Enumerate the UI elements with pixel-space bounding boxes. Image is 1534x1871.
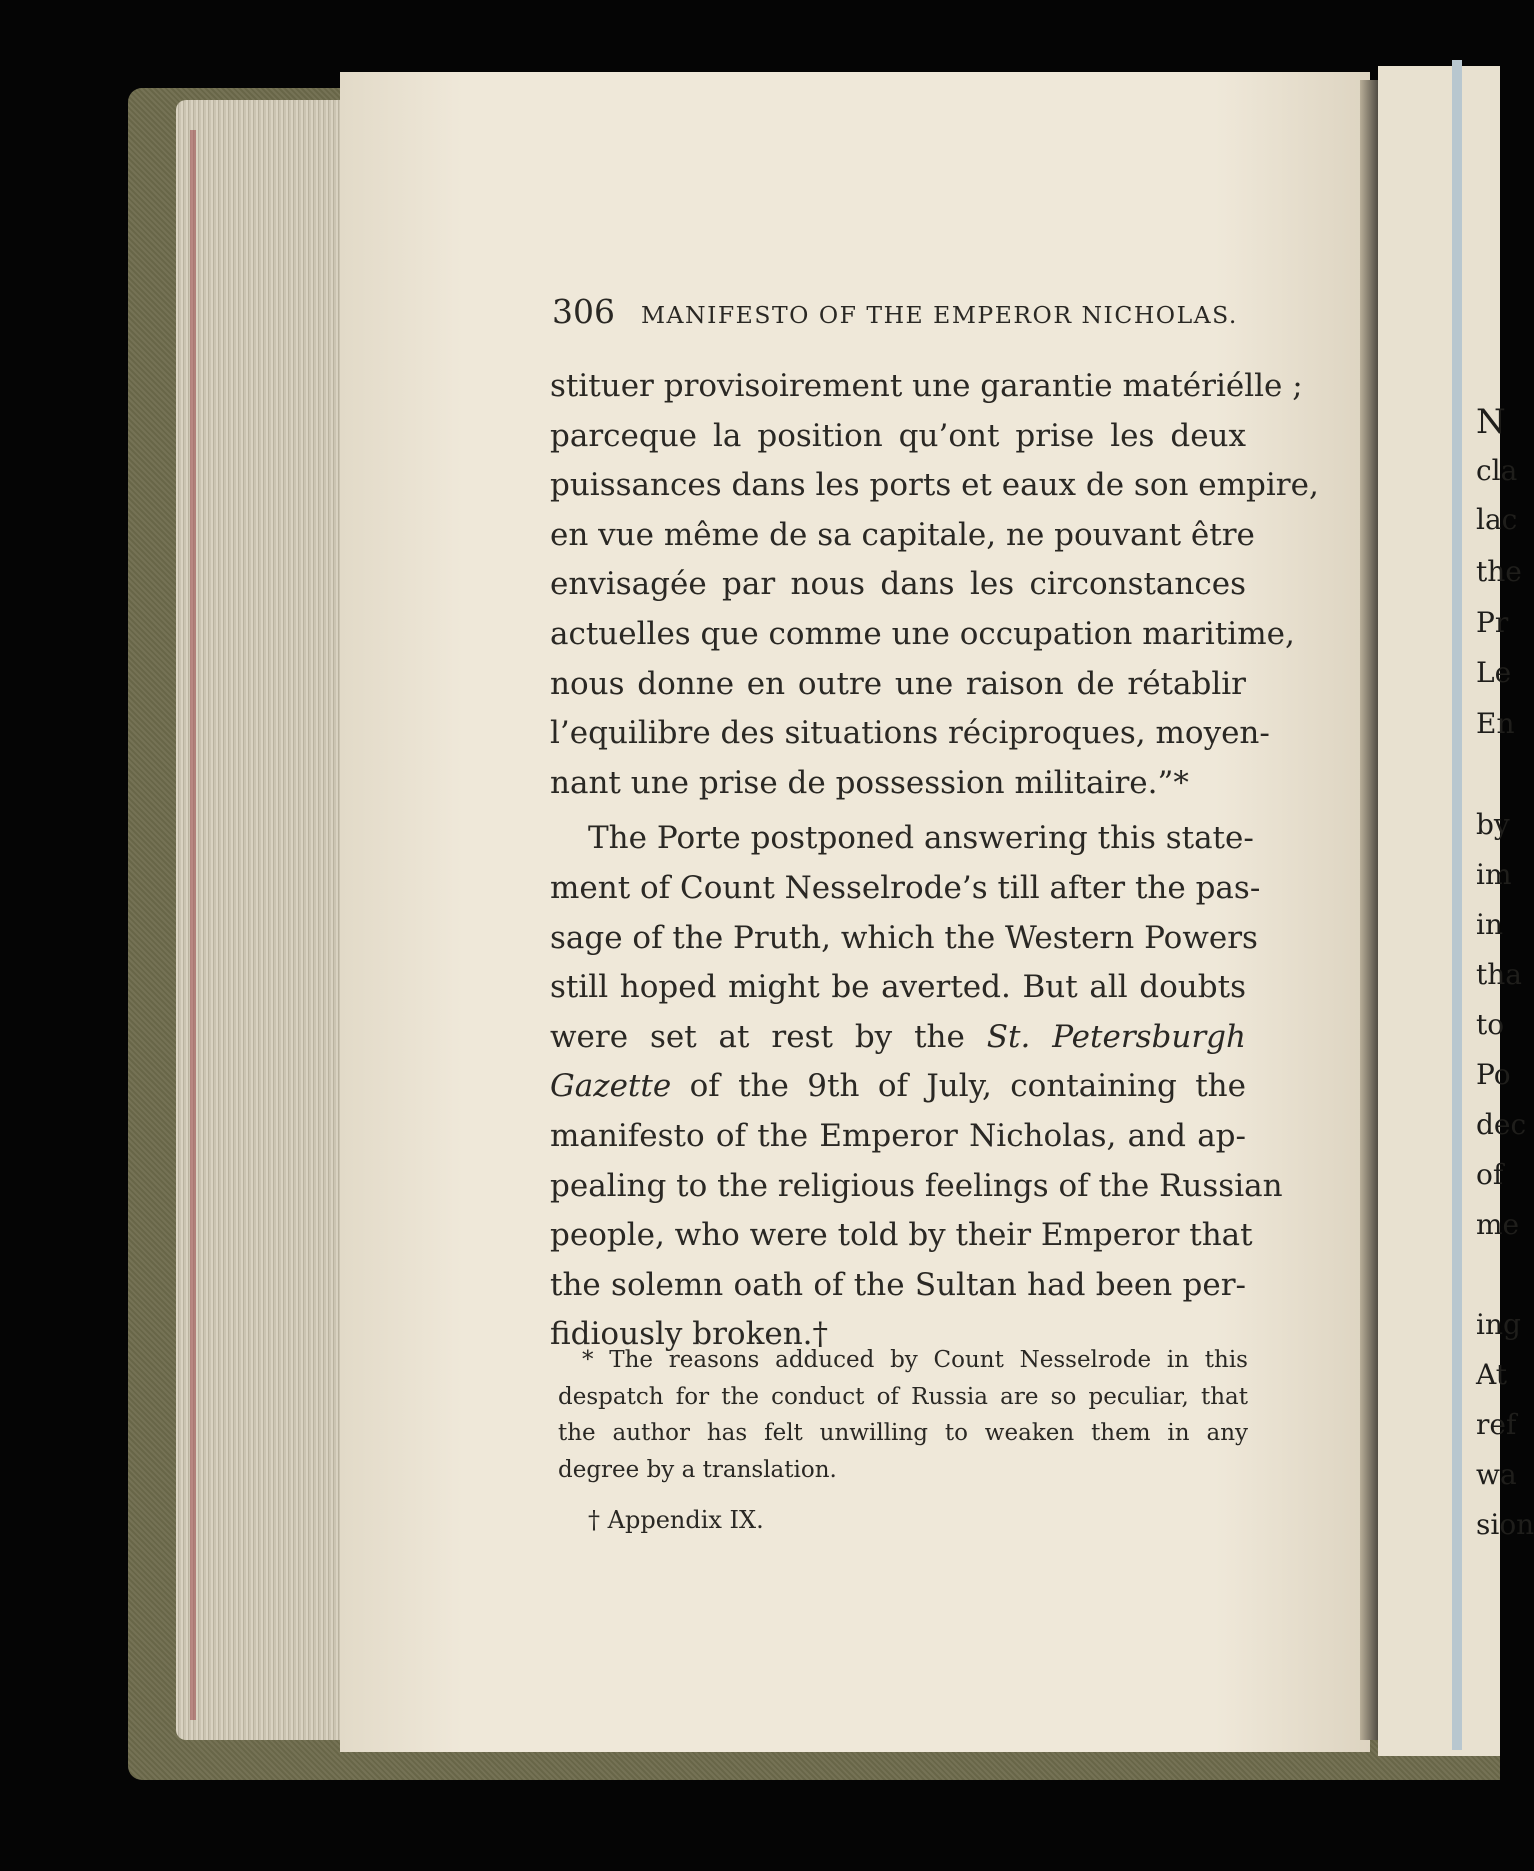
text-line [550,1013,1246,1063]
text-line: fidiously broken.† [550,1316,829,1353]
text-line: pealing to the religious feelings of the Russian [550,1167,1283,1204]
footnotes [558,1342,1248,1539]
facing-fragment: sion [1476,1508,1534,1541]
paragraph-quote [550,362,1319,808]
text-line: actuelles que comme une occupation maritime, [550,615,1295,652]
page-edge-stain [190,130,196,1720]
text-line: en vue même de sa capitale, ne pouvant être [550,516,1255,553]
facing-fragment: im [1476,858,1512,891]
text-line: the solemn oath of the Sultan had been per- [550,1266,1246,1303]
text-line: l’equilibre des situations réciproques, moyen- [550,715,1270,752]
text-line [550,1062,1246,1112]
facing-fragment: of [1476,1158,1504,1191]
facing-fragment: dec [1476,1108,1527,1141]
page-number: 306 [552,292,615,331]
page-edges [176,100,348,1740]
facing-fragment: cla [1476,454,1518,487]
facing-fragment: me [1476,1208,1520,1241]
facing-fragment: tha [1476,958,1522,991]
facing-fragment: by [1476,808,1510,841]
text-line: still hoped might be averted. But all doubts [550,969,1246,1006]
facing-fragment: wa [1476,1458,1517,1491]
text-line: people, who were told by their Emperor that [550,1217,1253,1254]
text-line: The Porte postponed answering this state- [588,820,1254,857]
text-line: puissances dans les ports et eaux de son empire, [550,467,1319,504]
italic-title: Gazette [550,1068,672,1105]
facing-fragment: lac [1476,503,1518,536]
facing-fragment: Po [1476,1058,1511,1091]
facing-fragment: the [1476,555,1522,588]
text-line: sage of the Pruth, which the Western Powers [550,919,1258,956]
text-line: nous donne en outre une raison de rétablir [550,665,1246,702]
text-line: ment of Count Nesselrode’s till after the pas- [550,869,1261,906]
facing-fragment: to [1476,1008,1505,1041]
text-line: envisagée par nous dans les circonstances [550,566,1246,603]
facing-fragment: N [1476,402,1506,442]
footnote-line: the author has felt unwilling to weaken them in any [558,1420,1248,1446]
footnote-appendix: † Appendix IX. [588,1506,764,1534]
footnote-line: * The reasons adduced by Count Nesselrode in this [582,1347,1248,1373]
facing-fragment: En [1476,707,1515,740]
text-line: nant une prise de possession militaire.”* [550,764,1189,801]
text-line: stituer provisoirement une garantie matériélle ; [550,368,1303,404]
text-span: of the 9th of July, containing the [689,1068,1246,1105]
running-head [552,292,1250,331]
running-title: MANIFESTO OF THE EMPEROR NICHOLAS. [641,301,1238,329]
facing-fragment: Le [1476,656,1512,689]
facing-fragment: ing [1476,1308,1521,1341]
text-line: parceque la position qu’ont prise les deux [550,417,1246,454]
facing-fragment: in [1476,908,1503,941]
facing-fragment: At [1476,1358,1507,1391]
facing-page-edge [1452,60,1462,1750]
italic-title: St. Petersburgh [986,1018,1246,1055]
facing-fragment: Pr [1476,606,1509,639]
facing-fragment: ref [1476,1408,1517,1441]
footnote-line: despatch for the conduct of Russia are so peculiar, that [558,1383,1248,1410]
text-line: manifesto of the Emperor Nicholas, and ap- [550,1117,1246,1154]
text-span: were set at rest by the [550,1018,965,1055]
footnote-line: degree by a translation. [558,1456,837,1483]
